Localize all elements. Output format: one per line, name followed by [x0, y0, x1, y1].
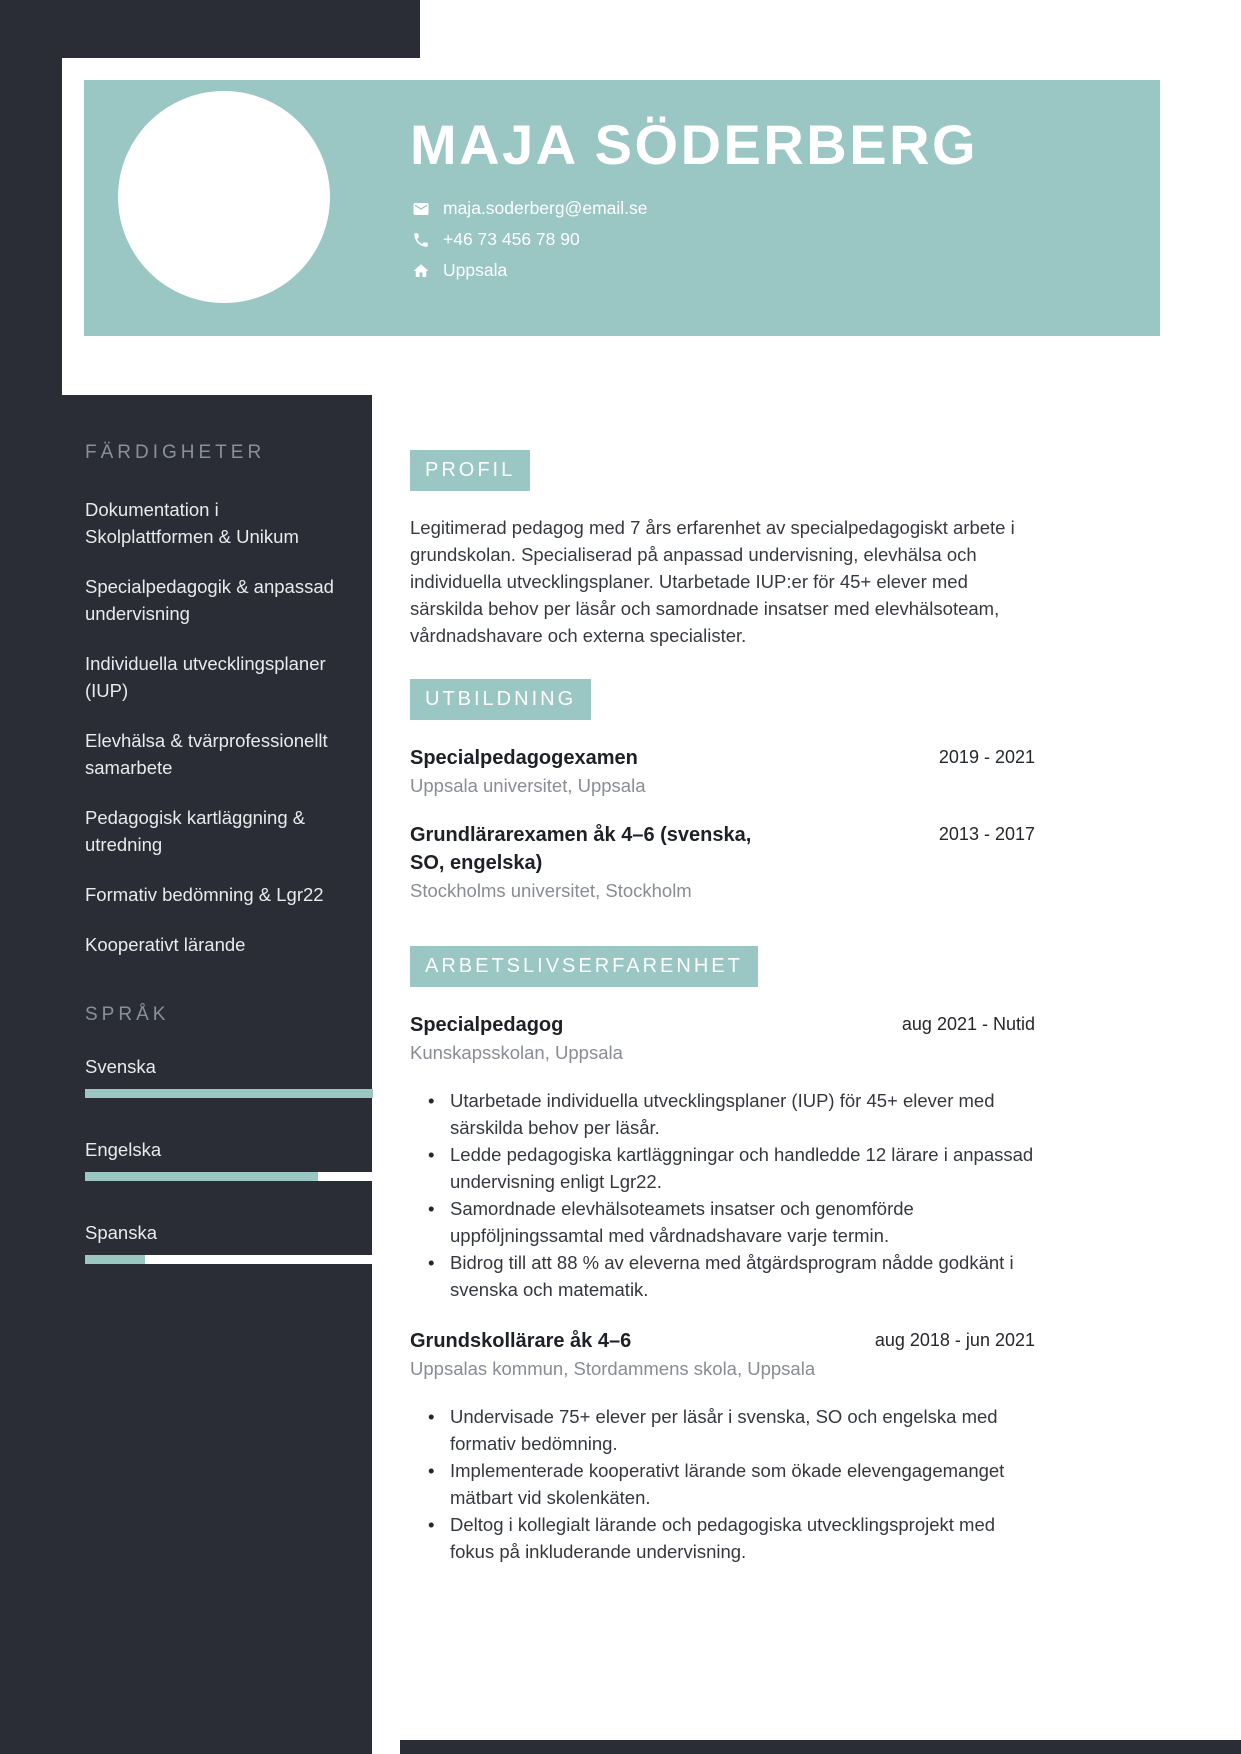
language-level-fill	[85, 1255, 145, 1264]
language-level-bar	[85, 1172, 373, 1181]
job-bullet: • Samordnade elevhälsoteamets insatser och genomförde uppföljningssamtal med vårdnadshavare varje termin.	[410, 1195, 1035, 1249]
skill-item: Formativ bedömning & Lgr22	[85, 884, 324, 905]
skills-heading: FÄRDIGHETER	[85, 442, 266, 463]
job-role: Grundskollärare åk 4–6	[410, 1330, 632, 1352]
contact-location-text: Uppsala	[443, 260, 508, 280]
degree-title: Specialpedagogexamen	[410, 747, 638, 769]
job-bullet: • Undervisade 75+ elever per läsår i svenska, SO och engelska med formativ bedömning.	[410, 1403, 1035, 1457]
email-icon	[412, 200, 430, 218]
contact-phone-text: +46 73 456 78 90	[443, 229, 580, 249]
education-entry	[410, 744, 1035, 797]
section-title-profile: PROFIL	[410, 450, 530, 491]
home-icon	[412, 262, 430, 280]
skill-item: Dokumentation i Skolplattformen & Unikum	[85, 499, 299, 547]
employer-name: Uppsalas kommun, Stordammens skola, Uppsala	[410, 1358, 816, 1379]
employer-name: Kunskapsskolan, Uppsala	[410, 1042, 623, 1063]
header-band	[84, 80, 1160, 336]
degree-title: Grundlärarexamen åk 4–6 (svenska, SO, engelska)	[410, 824, 752, 874]
education-section	[410, 679, 1035, 720]
job-bullet: • Deltog i kollegialt lärande och pedagogiska utvecklingsprojekt med fokus på inkluderande undervisning.	[410, 1511, 1035, 1565]
skill-item: Individuella utvecklingsplaner (IUP)	[85, 653, 326, 701]
language-level-bar	[85, 1089, 373, 1098]
experience-section	[410, 946, 1035, 987]
job-entry	[410, 1011, 1035, 1303]
contact-email-text: maja.soderberg@email.se	[443, 198, 648, 218]
job-bullet: • Ledde pedagogiska kartläggningar och handledde 12 lärare i anpassad undervisning enligt Lgr22.	[410, 1141, 1035, 1195]
job-entry	[410, 1327, 1035, 1565]
top-corner-block	[0, 0, 420, 58]
contact-location	[412, 260, 978, 281]
skill-item: Pedagogisk kartläggning & utredning	[85, 807, 306, 855]
language-name: Svenska	[85, 1056, 156, 1077]
language-item-svenska	[85, 1056, 373, 1098]
job-role: Specialpedagog	[410, 1014, 564, 1036]
job-bullet-list	[410, 1087, 1035, 1303]
phone-icon	[412, 231, 430, 249]
education-dates: 2013 - 2017	[938, 824, 1035, 844]
job-bullet: • Implementerade kooperativt lärande som ökade elevengagemanget mätbart vid skolenkäten.	[410, 1457, 1035, 1511]
education-entry	[410, 821, 1035, 902]
contact-phone	[412, 229, 978, 250]
language-name: Spanska	[85, 1222, 157, 1243]
header-text-block	[410, 114, 978, 291]
sidebar	[85, 442, 373, 1305]
contact-list	[412, 198, 978, 281]
language-name: Engelska	[85, 1139, 162, 1160]
profile-text: Legitimerad pedagog med 7 års erfarenhet av specialpedagogiskt arbete i grundskolan. Specialiserad på anpassad undervisning, elevhälsa och individuella utvecklingsplaner. Utarbetade IUP:er för 45+ elever med särskilda behov per läsår och samordnade insatser med elevhälsoteam, vårdnadshavare och externa specialister.	[410, 517, 1015, 646]
section-title-education: UTBILDNING	[410, 679, 591, 720]
education-dates: 2019 - 2021	[938, 747, 1035, 767]
language-level-fill	[85, 1172, 318, 1181]
languages-heading: SPRÅK	[85, 1004, 170, 1025]
main-content	[410, 450, 1035, 1565]
job-bullet: • Bidrog till att 88 % av eleverna med åtgärdsprogram nådde godkänt i svenska och matematik.	[410, 1249, 1035, 1303]
name-heading: MAJA SÖDERBERG	[410, 113, 979, 176]
language-item-spanska	[85, 1222, 373, 1264]
language-level-bar	[85, 1255, 373, 1264]
skill-item: Specialpedagogik & anpassad undervisning	[85, 576, 334, 624]
job-bullet: • Utarbetade individuella utvecklingsplaner (IUP) för 45+ elever med särskilda behov per läsår.	[410, 1087, 1035, 1141]
profile-section	[410, 450, 1035, 491]
job-dates: aug 2021 - Nutid	[901, 1014, 1035, 1034]
contact-email	[412, 198, 978, 219]
skill-item: Elevhälsa & tvärprofessionellt samarbete	[85, 730, 328, 778]
profile-photo-placeholder	[118, 91, 330, 303]
bottom-corner-block	[400, 1740, 1241, 1754]
skills-list	[85, 496, 341, 958]
job-dates: aug 2018 - jun 2021	[874, 1330, 1035, 1350]
school-name: Stockholms universitet, Stockholm	[410, 880, 692, 901]
section-title-experience: ARBETSLIVSERFARENHET	[410, 946, 758, 987]
school-name: Uppsala universitet, Uppsala	[410, 775, 646, 796]
skill-item: Kooperativt lärande	[85, 934, 246, 955]
language-level-fill	[85, 1089, 373, 1098]
language-item-engelska	[85, 1139, 373, 1181]
job-bullet-list	[410, 1403, 1035, 1565]
